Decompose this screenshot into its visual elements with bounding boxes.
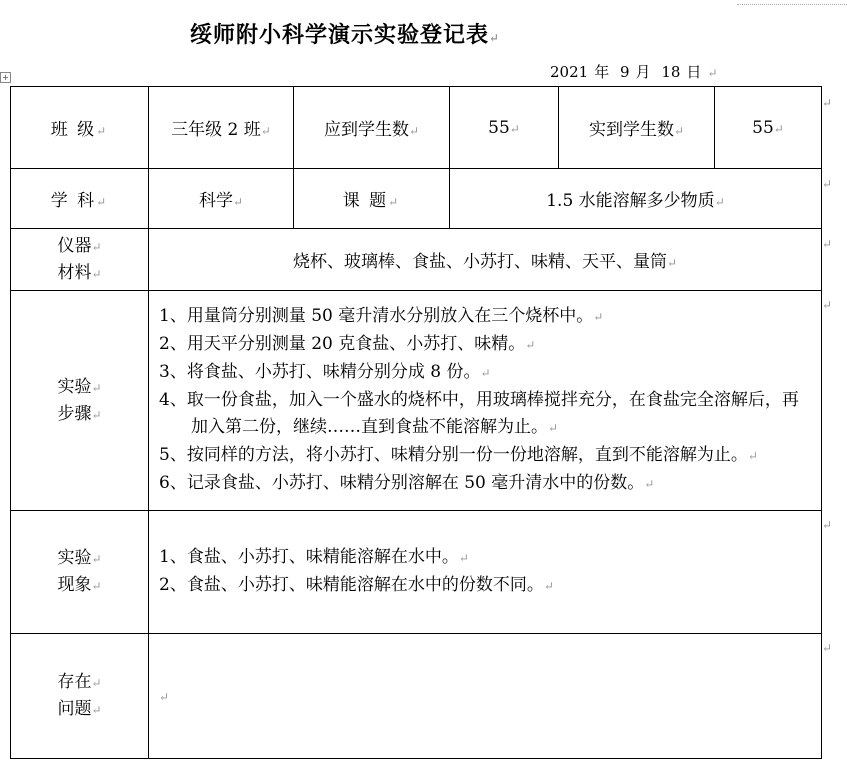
steps-value[interactable] <box>149 291 822 511</box>
table-row-materials <box>11 229 822 291</box>
phenomenon-item: 2、食盐、小苏打、味精能溶解在水中的份数不同。↵ <box>159 575 554 595</box>
topic-value[interactable]: 1.5 水能溶解多少物质↵ <box>450 169 822 229</box>
row-end-mark: ↵ <box>822 641 833 655</box>
steps-label: 实验↵ 步骤↵ <box>11 291 149 511</box>
date-day: 18 <box>661 63 681 81</box>
date-year-unit: 年 <box>594 63 610 81</box>
page-margin-guide <box>737 4 847 5</box>
date-month-unit: 月 <box>635 63 651 81</box>
step-item: 2、用天平分别测量 20 克食盐、小苏打、味精。↵ <box>159 334 536 354</box>
date-month: 9 <box>619 63 630 81</box>
actual-students-label: 实到学生数↵ <box>559 87 715 169</box>
phenomena-value[interactable] <box>149 511 822 634</box>
row-end-mark: ↵ <box>822 518 833 532</box>
step-item: 4、取一份食盐，加入一个盛水的烧杯中，用玻璃棒搅拌充分，在食盐完全溶解后，再加入第二份，继续……直到食盐不能溶解为止。↵ <box>159 390 799 437</box>
table-row-class-info <box>11 87 822 169</box>
table-row-steps <box>11 291 822 511</box>
materials-value[interactable]: 烧杯、玻璃棒、食盐、小苏打、味精、天平、量筒↵ <box>149 229 822 291</box>
class-label: 班 级↵ <box>11 87 149 169</box>
table-row-phenomena <box>11 511 822 634</box>
subject-label: 学 科↵ <box>11 169 149 229</box>
table-row-subject <box>11 169 822 229</box>
step-item: 3、将食盐、小苏打、味精分别分成 8 份。↵ <box>159 362 491 382</box>
problems-value[interactable]: ↵ <box>149 634 822 759</box>
document-title: 绥师附小科学演示实验登记表↵ <box>190 22 501 48</box>
row-end-mark: ↵ <box>822 237 833 251</box>
step-item: 1、用量筒分别测量 50 毫升清水分别放入在三个烧杯中。↵ <box>159 306 604 326</box>
actual-students-value[interactable]: 55↵ <box>715 87 822 169</box>
topic-label: 课 题↵ <box>294 169 450 229</box>
expected-students-value[interactable]: 55↵ <box>450 87 559 169</box>
expected-students-label: 应到学生数↵ <box>294 87 450 169</box>
date-day-unit: 日 <box>686 63 702 81</box>
step-item: 5、按同样的方法，将小苏打、味精分别一份一份地溶解，直到不能溶解为止。↵ <box>159 445 758 465</box>
row-end-mark: ↵ <box>822 177 833 191</box>
registration-date: 2021 年 9 月 18 日 ↵ <box>550 63 718 81</box>
date-year: 2021 <box>550 63 589 81</box>
materials-label: 仪器↵ 材料↵ <box>11 229 149 291</box>
phenomena-label: 实验↵ 现象↵ <box>11 511 149 634</box>
row-end-mark: ↵ <box>822 96 833 110</box>
problems-label: 存在↵ 问题↵ <box>11 634 149 759</box>
subject-value[interactable]: 科学↵ <box>149 169 294 229</box>
row-end-mark: ↵ <box>822 298 833 312</box>
class-value[interactable]: 三年级 2 班↵ <box>149 87 294 169</box>
table-row-problems <box>11 634 822 759</box>
step-item: 6、记录食盐、小苏打、味精分别溶解在 50 毫升清水中的份数。↵ <box>159 473 655 493</box>
registration-table <box>10 86 822 759</box>
phenomenon-item: 1、食盐、小苏打、味精能溶解在水中。↵ <box>159 547 469 567</box>
table-move-handle-icon[interactable]: + <box>0 72 11 83</box>
